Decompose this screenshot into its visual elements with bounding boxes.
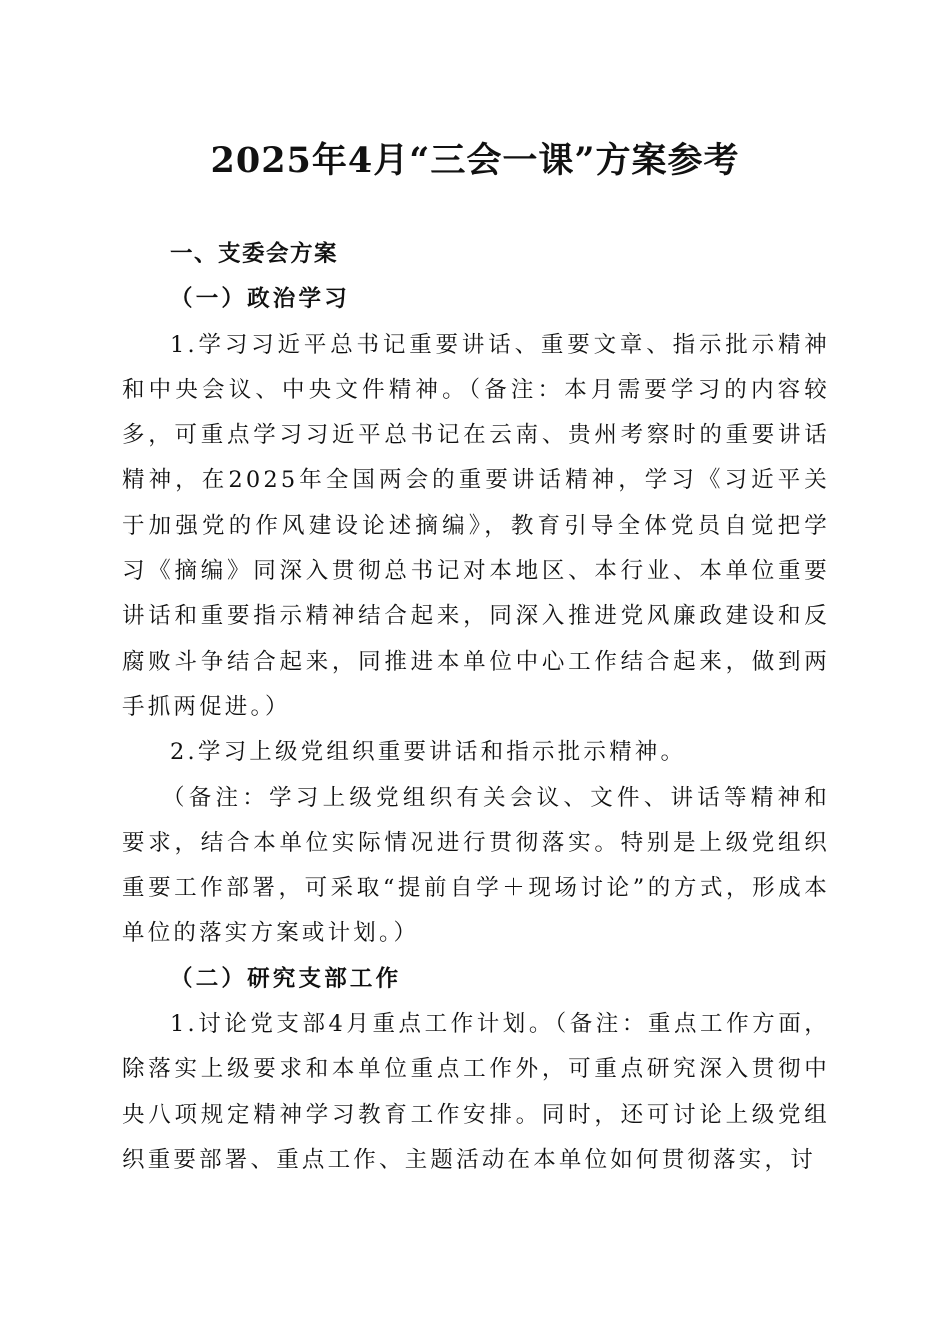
document-body xyxy=(122,232,830,1183)
subsection-heading: （一）政治学习 xyxy=(170,286,350,313)
document-title: 2025年4月“三会一课”方案参考 xyxy=(210,140,740,181)
section-heading: 一、支委会方案 xyxy=(170,241,339,267)
paragraph: 1.学习习近平总书记重要讲话、重要文章、指示批示精神和中央会议、中央文件精神。（备注：本月需要学习的内容较多，可重点学习习近平总书记在云南、贵州考察时的重要讲话精神，在2025年全国两会的重要讲话精神，学习《习近平关于加强党的作风建设论述摘编》，教育引导全体党员自觉把学习《摘编》同深入贯彻总书记对本地区、本行业、本单位重要讲话和重要指示精神结合起来，同深入推进党风廉政建设和反腐败斗争结合起来，同推进本单位中心工作结合起来，做到两手抓两促进。） xyxy=(122,331,830,720)
note-paragraph: （备注：学习上级党组织有关会议、文件、讲话等精神和要求，结合本单位实际情况进行贯彻落实。特别是上级党组织重要工作部署，可采取“提前自学＋现场讨论”的方式，形成本单位的落实方案或计划。） xyxy=(122,784,830,947)
subsection-heading: （二）研究支部工作 xyxy=(170,965,402,992)
paragraph: 2.学习上级党组织重要讲话和指示批示精神。 xyxy=(170,739,687,766)
paragraph: 1.讨论党支部4月重点工作计划。（备注：重点工作方面，除落实上级要求和本单位重点工作外，可重点研究深入贯彻中央八项规定精神学习教育工作安排。同时，还可讨论上级党组织重要部署、重点工作、主题活动在本单位如何贯彻落实，讨 xyxy=(122,1011,830,1173)
